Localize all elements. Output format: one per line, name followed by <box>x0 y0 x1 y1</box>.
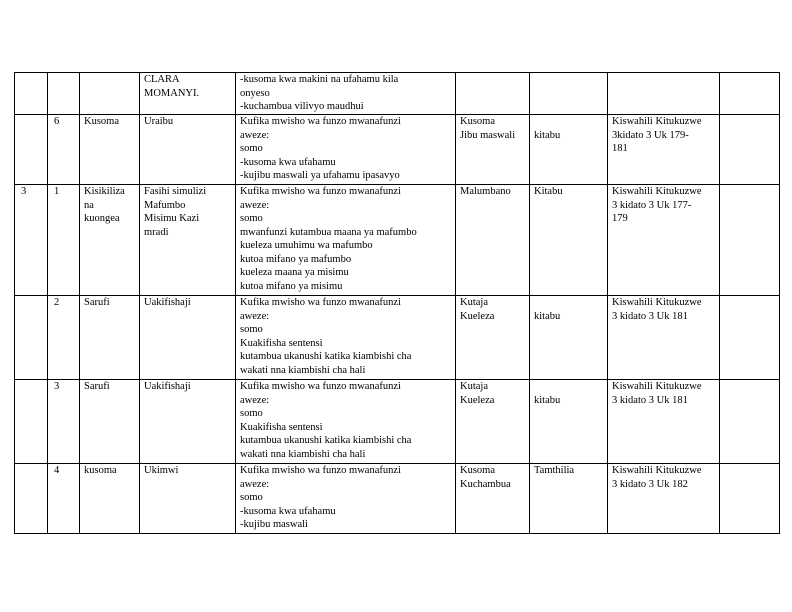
objectives-line: wakati nna kiambishi cha hali <box>240 364 366 376</box>
remarks-cell <box>720 296 780 380</box>
activities-cell <box>456 115 530 185</box>
subtopic-line: Mafumbo <box>144 199 186 211</box>
resources-cell <box>530 380 608 464</box>
objectives-line: kutoa mifano ya mafumbo <box>240 253 352 265</box>
subtopic-line: CLARA <box>144 74 180 85</box>
subtopic-line: mradi <box>144 226 169 238</box>
activities-line: Kueleza <box>460 310 495 322</box>
subtopic-line: Uraibu <box>144 116 174 127</box>
remarks-text <box>724 296 775 310</box>
topic-text <box>84 73 135 87</box>
objectives-line: -kusoma kwa ufahamu <box>240 505 336 517</box>
activities-cell <box>456 380 530 464</box>
objectives-line: kueleza umuhimu wa mafumbo <box>240 240 373 251</box>
resources-line <box>534 380 603 394</box>
objectives-line: somo <box>240 143 263 154</box>
remarks-text <box>724 115 775 129</box>
table-row <box>15 185 780 296</box>
subtopic-cell <box>140 296 236 380</box>
references-line: 3 kidato 3 Uk 177- <box>612 199 692 211</box>
references-line: Kiswahili Kitukuzwe <box>612 116 702 127</box>
lesson-text: 6 <box>54 116 60 127</box>
objectives-line: kueleza maana ya misimu <box>240 267 349 278</box>
objectives-line: kutambua ukanushi katika kiambishi cha <box>240 435 412 446</box>
table-row <box>15 73 780 115</box>
week-text <box>21 380 43 394</box>
references-cell <box>608 73 720 115</box>
table-row <box>15 296 780 380</box>
remarks-text <box>724 73 775 87</box>
lesson-text: 2 <box>54 297 60 308</box>
resources-line <box>534 296 603 310</box>
week-text <box>21 73 43 87</box>
week-cell <box>15 296 48 380</box>
remarks-cell <box>720 115 780 185</box>
subtopic-cell <box>140 380 236 464</box>
objectives-cell <box>236 464 456 534</box>
objectives-line: Kufika mwisho wa funzo mwanafunzi <box>240 116 401 127</box>
remarks-cell <box>720 73 780 115</box>
resources-cell <box>530 185 608 296</box>
objectives-cell <box>236 73 456 115</box>
subtopic-line: Ukimwi <box>144 465 179 476</box>
references-cell <box>608 296 720 380</box>
topic-cell <box>80 380 140 464</box>
activities-line: Malumbano <box>460 186 511 197</box>
objectives-line: -kuchambua vilivyo maudhui <box>240 101 364 112</box>
table-row <box>15 115 780 185</box>
remarks-text <box>724 185 775 199</box>
objectives-line: somo <box>240 324 263 335</box>
objectives-line: Kuakifisha sentensi <box>240 337 323 349</box>
lesson-cell <box>48 296 80 380</box>
objectives-line: somo <box>240 492 263 503</box>
resources-cell <box>530 73 608 115</box>
week-cell <box>15 380 48 464</box>
activities-cell <box>456 296 530 380</box>
activities-line: Kutaja <box>460 381 488 392</box>
resources-line: Tamthilia <box>534 465 575 476</box>
lesson-cell <box>48 380 80 464</box>
subtopic-line: Uakifishaji <box>144 297 191 308</box>
week-cell <box>15 115 48 185</box>
objectives-line: Kufika mwisho wa funzo mwanafunzi <box>240 381 401 392</box>
topic-line: Sarufi <box>84 297 110 308</box>
references-line: 3kidato 3 Uk 179- <box>612 129 689 141</box>
activities-cell <box>456 73 530 115</box>
topic-cell <box>80 115 140 185</box>
lesson-cell <box>48 185 80 296</box>
objectives-line: mwanfunzi kutambua maana ya mafumbo <box>240 226 417 238</box>
remarks-cell <box>720 185 780 296</box>
objectives-line: -kusoma kwa ufahamu <box>240 156 336 168</box>
objectives-line: Kufika mwisho wa funzo mwanafunzi <box>240 186 401 197</box>
week-text: 3 <box>21 186 27 197</box>
lesson-cell <box>48 115 80 185</box>
objectives-line: onyeso <box>240 87 270 99</box>
objectives-cell <box>236 115 456 185</box>
resources-line <box>534 115 603 129</box>
lesson-text: 3 <box>54 381 60 392</box>
topic-cell <box>80 296 140 380</box>
activities-line: Kuchambua <box>460 478 511 490</box>
week-cell <box>15 185 48 296</box>
week-cell <box>15 464 48 534</box>
objectives-line: somo <box>240 408 263 419</box>
remarks-text <box>724 464 775 478</box>
week-text <box>21 296 43 310</box>
lesson-cell <box>48 464 80 534</box>
references-line: Kiswahili Kitukuzwe <box>612 186 702 197</box>
subtopic-line: Misimu Kazi <box>144 213 200 224</box>
objectives-line: aweze: <box>240 129 270 141</box>
lesson-text: 1 <box>54 186 60 197</box>
resources-line: kitabu <box>534 129 561 141</box>
table-body <box>15 73 780 534</box>
activities-line: Kutaja <box>460 297 488 308</box>
topic-cell <box>80 73 140 115</box>
activities-line: Jibu maswali <box>460 129 516 141</box>
objectives-line: -kusoma kwa makini na ufahamu kila <box>240 74 399 85</box>
topic-line: Kusoma <box>84 116 119 127</box>
topic-cell <box>80 464 140 534</box>
subtopic-cell <box>140 185 236 296</box>
objectives-line: wakati nna kiambishi cha hali <box>240 448 366 460</box>
references-line: 181 <box>612 143 628 154</box>
activities-cell <box>456 185 530 296</box>
references-cell <box>608 464 720 534</box>
objectives-line: aweze: <box>240 394 270 406</box>
references-line: Kiswahili Kitukuzwe <box>612 381 702 392</box>
resources-line: Kitabu <box>534 186 563 197</box>
activities-line: Kusoma <box>460 116 495 127</box>
resources-cell <box>530 296 608 380</box>
objectives-cell <box>236 380 456 464</box>
topic-line: na <box>84 199 94 211</box>
objectives-line: aweze: <box>240 310 270 322</box>
week-cell <box>15 73 48 115</box>
activities-cell <box>456 464 530 534</box>
references-line: 3 kidato 3 Uk 182 <box>612 478 688 490</box>
resources-line: kitabu <box>534 394 561 406</box>
topic-cell <box>80 185 140 296</box>
subtopic-line: Fasihi simulizi <box>144 186 207 197</box>
table-row <box>15 380 780 464</box>
resources-cell <box>530 464 608 534</box>
topic-line: Sarufi <box>84 381 110 392</box>
activities-line: Kueleza <box>460 394 495 406</box>
lesson-text <box>54 73 75 87</box>
objectives-line: -kujibu maswali <box>240 519 308 530</box>
references-cell <box>608 380 720 464</box>
objectives-line: somo <box>240 213 263 224</box>
topic-line: Kisikiliza <box>84 186 125 197</box>
objectives-line: Kufika mwisho wa funzo mwanafunzi <box>240 465 401 476</box>
references-line: Kiswahili Kitukuzwe <box>612 465 702 476</box>
subtopic-cell <box>140 73 236 115</box>
subtopic-line: MOMANYI. <box>144 87 200 99</box>
subtopic-cell <box>140 115 236 185</box>
references-line: 179 <box>612 213 628 224</box>
lesson-text: 4 <box>54 465 60 476</box>
subtopic-line: Uakifishaji <box>144 381 191 392</box>
objectives-line: aweze: <box>240 199 270 211</box>
resources-cell <box>530 115 608 185</box>
lesson-cell <box>48 73 80 115</box>
remarks-text <box>724 380 775 394</box>
week-text <box>21 115 43 129</box>
objectives-line: Kuakifisha sentensi <box>240 421 323 433</box>
references-line: 3 kidato 3 Uk 181 <box>612 310 688 322</box>
objectives-cell <box>236 296 456 380</box>
objectives-line: -kujibu maswali ya ufahamu ipasavyo <box>240 170 400 181</box>
resources-line: kitabu <box>534 310 561 322</box>
week-text <box>21 464 43 478</box>
objectives-line: aweze: <box>240 478 270 490</box>
references-cell <box>608 185 720 296</box>
references-cell <box>608 115 720 185</box>
topic-line: kuongea <box>84 213 120 224</box>
table-row <box>15 464 780 534</box>
remarks-cell <box>720 380 780 464</box>
remarks-cell <box>720 464 780 534</box>
objectives-line: kutambua ukanushi katika kiambishi cha <box>240 351 412 362</box>
references-line: Kiswahili Kitukuzwe <box>612 297 702 308</box>
objectives-line: kutoa mifano ya misimu <box>240 280 343 292</box>
references-line: 3 kidato 3 Uk 181 <box>612 394 688 406</box>
objectives-line: Kufika mwisho wa funzo mwanafunzi <box>240 297 401 308</box>
activities-line: Kusoma <box>460 465 495 476</box>
subtopic-cell <box>140 464 236 534</box>
objectives-cell <box>236 185 456 296</box>
topic-line: kusoma <box>84 465 117 476</box>
scheme-of-work-table <box>14 72 780 534</box>
